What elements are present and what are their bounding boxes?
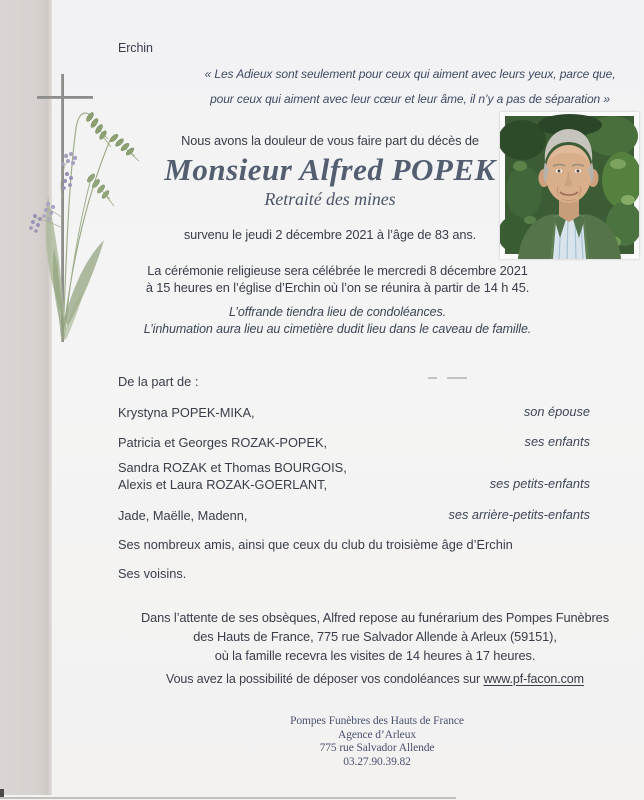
scan-smudge-mark	[447, 377, 467, 379]
scan-smudge-mark	[428, 377, 437, 379]
ceremony-line-2: à 15 heures en l’église d’Erchin où l’on se réunira à partir de 14 h 45.	[145, 280, 530, 295]
ceremony-details	[85, 262, 590, 296]
condolences-text: Vous avez la possibilité de déposer vos condoléances sur	[166, 672, 481, 686]
spouse-relation-label: son épouse	[523, 404, 590, 419]
ceremony-line-1: La cérémonie religieuse sera célébrée le mercredi 8 décembre 2021	[147, 263, 528, 278]
funeral-home-footer	[127, 715, 627, 769]
wake-line-2: des Hauts de France, 775 rue Salvador Allende à Arleux (59151),	[193, 629, 557, 644]
funeral-home-agency: Agence d’Arleux	[337, 728, 416, 741]
quote-line-1: « Les Adieux sont seulement pour ceux qui aiment avec leurs yeux, parce que,	[204, 67, 616, 81]
offering-line-2: L’inhumation aura lieu au cimetière dudit lieu dans le caveau de famille.	[143, 322, 532, 336]
scan-bottom-edge	[0, 797, 456, 799]
family-row-great-grandchildren	[118, 507, 590, 524]
wake-details	[70, 608, 644, 665]
children-relation-label: ses enfants	[524, 434, 590, 449]
family-row-grandchildren	[118, 459, 590, 493]
wake-line-1: Dans l’attente de ses obsèques, Alfred repose au funérarium des Pompes Funèbres	[141, 610, 609, 625]
funeral-home-address: 775 rue Salvador Allende	[319, 742, 435, 754]
spouse-names: Krystyna POPEK-MIKA,	[118, 405, 255, 420]
quote-line-2: pour ceux qui aiment avec leur cœur et leur âme, il n’y a pas de séparation »	[210, 92, 610, 106]
scan-corner-mark	[0, 789, 4, 797]
funeral-home-name: Pompes Funèbres des Hauts de France	[290, 715, 464, 727]
family-row-children	[118, 434, 590, 451]
children-names: Patricia et Georges ROZAK-POPEK,	[118, 435, 328, 450]
great-grandchildren-relation-label: ses arrière-petits-enfants	[448, 507, 590, 522]
grandchildren-names-line-1: Sandra ROZAK et Thomas BOURGOIS,	[118, 460, 347, 475]
deceased-name: Monsieur Alfred POPEK	[164, 152, 496, 187]
offering-line-1: L’offrande tiendra lieu de condoléances.	[229, 305, 446, 319]
funeral-home-phone: 03.27.90.39.82	[343, 755, 411, 768]
great-grandchildren-names: Jade, Maëlle, Madenn,	[118, 508, 248, 523]
family-friends-line: Ses nombreux amis, ainsi que ceux du club du troisième âge d’Erchin	[118, 537, 513, 552]
death-date-line: survenu le jeudi 2 décembre 2021 à l’âge de 83 ans.	[183, 227, 477, 242]
family-row-spouse	[118, 404, 590, 421]
condolences-website-url: www.pf-facon.com	[483, 672, 584, 686]
grandchildren-names-line-2: Alexis et Laura ROZAK-GOERLANT,	[118, 477, 328, 492]
online-condolences-line	[70, 672, 644, 686]
offering-details	[85, 304, 590, 338]
grandchildren-relation-label: ses petits-enfants	[489, 476, 590, 491]
memorial-quote	[175, 62, 644, 112]
wake-line-3: où la famille recevra les visites de 14 heures à 17 heures.	[214, 648, 536, 663]
announcement-intro: Nous avons la douleur de vous faire part du décès de	[181, 133, 479, 148]
deceased-title: Retraité des mines	[264, 189, 396, 209]
location-label: Erchin	[118, 41, 153, 55]
family-neighbors-line: Ses voisins.	[118, 566, 187, 581]
family-heading: De la part de :	[118, 374, 199, 389]
